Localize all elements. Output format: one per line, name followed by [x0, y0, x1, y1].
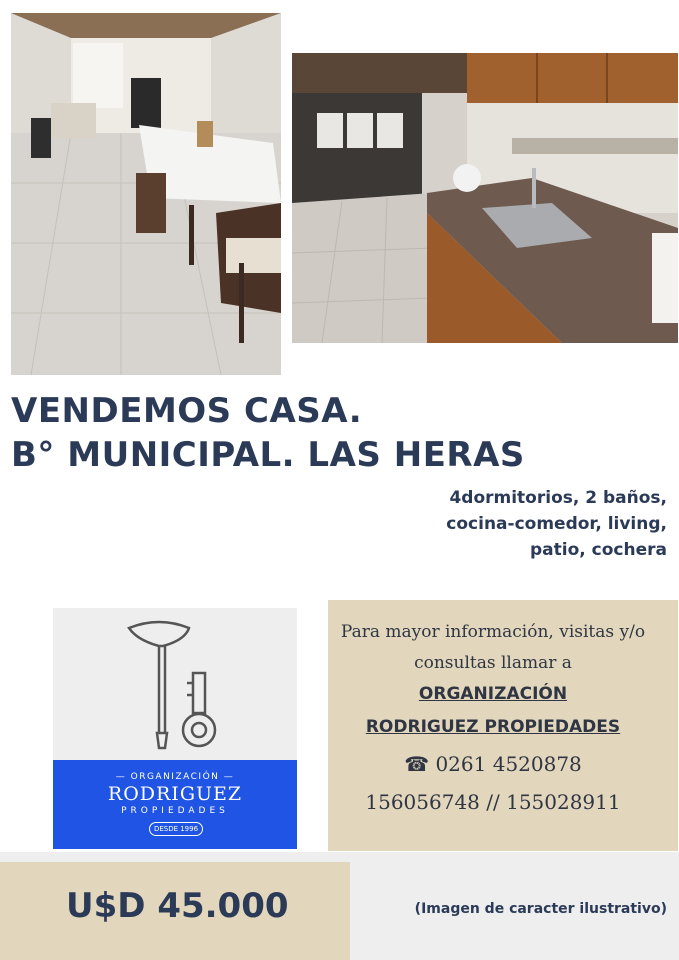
keys-icon: [53, 608, 297, 760]
contact-info-box: [328, 600, 678, 851]
logo-since-badge: DESDE 1996: [149, 822, 203, 836]
features-line-2: cocina-comedor, living,: [446, 514, 667, 534]
agency-name-line-1: ORGANIZACIÓN: [418, 684, 568, 704]
phone-number: ☎ 0261 4520878: [404, 752, 582, 776]
headline-line-2: B° MUNICIPAL. LAS HERAS: [11, 435, 525, 475]
logo-sub-text: PROPIEDADES: [121, 806, 229, 816]
contact-text-line-2: consultas llamar a: [414, 653, 572, 673]
agency-logo: [53, 608, 297, 849]
price-text: U$D 45.000: [66, 886, 289, 926]
contact-text-line-1: Para mayor información, visitas y/o: [340, 622, 646, 642]
kitchen-photo: [292, 53, 678, 343]
features-line-1: 4dormitorios, 2 baños,: [449, 488, 667, 508]
logo-org-text: — ORGANIZACIÓN —: [115, 772, 235, 782]
features-line-3: patio, cochera: [530, 540, 667, 560]
disclaimer-text: (Imagen de caracter ilustrativo): [414, 901, 667, 917]
logo-name-text: RODRIGUEZ: [107, 783, 243, 805]
headline-line-1: VENDEMOS CASA.: [11, 391, 363, 431]
logo-band: [53, 760, 297, 849]
cell-numbers: 156056748 // 155028911: [365, 790, 621, 814]
agency-name-line-2: RODRIGUEZ PROPIEDADES: [365, 717, 621, 737]
living-room-photo: [11, 13, 281, 375]
